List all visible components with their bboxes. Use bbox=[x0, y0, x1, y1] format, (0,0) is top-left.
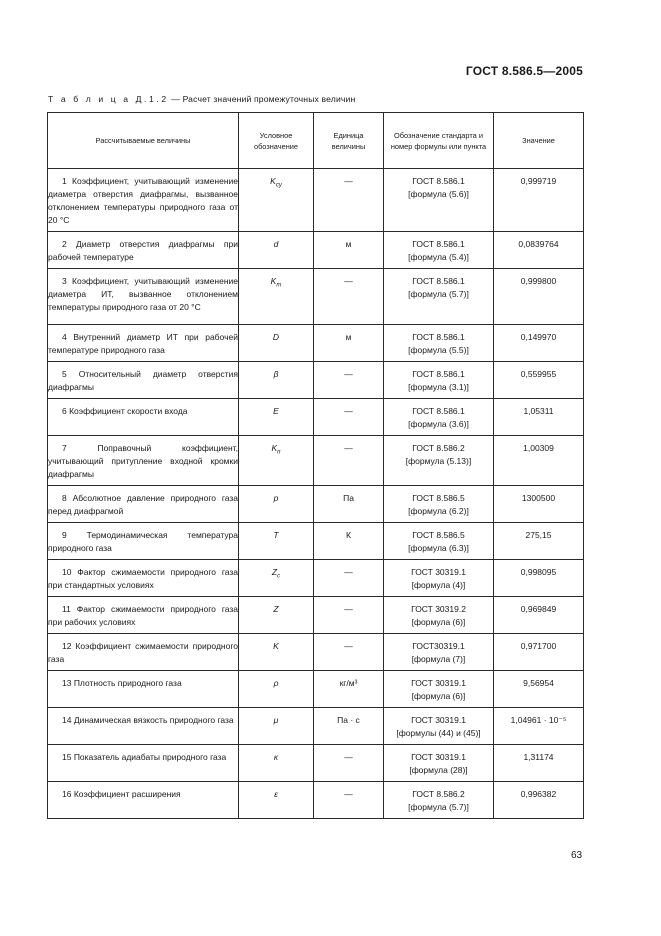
table-row bbox=[48, 708, 584, 745]
table-row bbox=[48, 560, 584, 597]
quantity-name: 1 Коэффициент, учитывающий изменение диаметра отверстия диафрагмы, вызванное отклонением температуры природного газа от 20 °С bbox=[48, 169, 239, 232]
quantity-name: 2 Диаметр отверстия диафрагмы при рабочей температуре bbox=[48, 232, 239, 269]
table-row bbox=[48, 436, 584, 486]
table-row bbox=[48, 169, 584, 232]
quantity-value: 0,996382 bbox=[494, 782, 584, 819]
reference-standard: ГОСТ 8.586.1 bbox=[412, 406, 465, 416]
symbol-main: K bbox=[271, 443, 278, 453]
quantity-name: 9 Термодинамическая температура природного газа bbox=[48, 523, 239, 560]
calculation-table bbox=[47, 112, 584, 819]
table-row bbox=[48, 362, 584, 399]
quantity-value: 1,05311 bbox=[494, 399, 584, 436]
quantity-symbol bbox=[239, 169, 314, 232]
quantity-name: 12 Коэффициент сжимаемости природного газа bbox=[48, 634, 239, 671]
table-caption bbox=[48, 94, 355, 104]
symbol-main: K bbox=[273, 641, 279, 651]
quantity-unit: — bbox=[314, 362, 384, 399]
quantity-name: 7 Поправочный коэффициент, учитывающий притупление входной кромки диафрагмы bbox=[48, 436, 239, 486]
reference-formula: [формула (6)] bbox=[411, 691, 466, 701]
table-row bbox=[48, 597, 584, 634]
quantity-value: 0,971700 bbox=[494, 634, 584, 671]
reference-standard: ГОСТ 8.586.1 bbox=[412, 276, 465, 286]
reference-standard: ГОСТ 30319.1 bbox=[411, 752, 466, 762]
quantity-unit: Па · с bbox=[314, 708, 384, 745]
reference-standard: ГОСТ 30319.2 bbox=[411, 604, 466, 614]
quantity-symbol bbox=[239, 325, 314, 362]
quantity-name: 8 Абсолютное давление природного газа перед диафрагмой bbox=[48, 486, 239, 523]
standard-reference bbox=[384, 782, 494, 819]
quantity-unit: Па bbox=[314, 486, 384, 523]
page-number: 63 bbox=[571, 850, 583, 861]
symbol-main: β bbox=[273, 369, 279, 379]
quantity-symbol bbox=[239, 486, 314, 523]
table-row bbox=[48, 269, 584, 325]
reference-formula: [формула (5.7)] bbox=[408, 289, 469, 299]
col-header-value: Значение bbox=[494, 113, 584, 169]
reference-standard: ГОСТ 8.586.5 bbox=[412, 493, 465, 503]
reference-standard: ГОСТ 8.586.1 bbox=[412, 176, 465, 186]
standard-reference bbox=[384, 325, 494, 362]
standard-reference bbox=[384, 671, 494, 708]
quantity-value: 9,56954 bbox=[494, 671, 584, 708]
quantity-unit: — bbox=[314, 169, 384, 232]
quantity-value: 0,559955 bbox=[494, 362, 584, 399]
table-body bbox=[48, 169, 584, 819]
quantity-name: 15 Показатель адиабаты природного газа bbox=[48, 745, 239, 782]
symbol-main: K bbox=[270, 276, 277, 286]
standard-reference bbox=[384, 362, 494, 399]
quantity-value: 1,04961 · 10⁻⁵ bbox=[494, 708, 584, 745]
table-row bbox=[48, 671, 584, 708]
standard-reference bbox=[384, 597, 494, 634]
table-row bbox=[48, 399, 584, 436]
reference-formula: [формула (5.7)] bbox=[408, 802, 469, 812]
quantity-name: 3 Коэффициент, учитывающий изменение диаметра ИТ, вызванное отклонением температуры природного газа от 20 °С bbox=[48, 269, 239, 325]
quantity-name: 16 Коэффициент расширения bbox=[48, 782, 239, 819]
quantity-symbol bbox=[239, 597, 314, 634]
table-row bbox=[48, 745, 584, 782]
col-header-quantity: Рассчитываемые величины bbox=[48, 113, 239, 169]
reference-standard: ГОСТ 8.586.1 bbox=[412, 332, 465, 342]
caption-text: — Расчет значений промежуточных величин bbox=[168, 94, 356, 104]
quantity-value: 0,0839764 bbox=[494, 232, 584, 269]
col-header-symbol: Условное обозначение bbox=[239, 113, 314, 169]
quantity-value: 0,998095 bbox=[494, 560, 584, 597]
quantity-symbol bbox=[239, 399, 314, 436]
table-row bbox=[48, 523, 584, 560]
col-header-unit: Единица величины bbox=[314, 113, 384, 169]
quantity-value: 0,999800 bbox=[494, 269, 584, 325]
reference-formula: [формулы (44) и (45)] bbox=[396, 728, 481, 738]
symbol-main: Z bbox=[273, 604, 279, 614]
standard-header: ГОСТ 8.586.5—2005 bbox=[465, 64, 583, 78]
reference-formula: [формула (28)] bbox=[409, 765, 468, 775]
quantity-symbol bbox=[239, 232, 314, 269]
quantity-value: 1,31174 bbox=[494, 745, 584, 782]
symbol-main: D bbox=[272, 332, 280, 342]
quantity-name: 6 Коэффициент скорости входа bbox=[48, 399, 239, 436]
quantity-unit: кг/м³ bbox=[314, 671, 384, 708]
standard-reference bbox=[384, 745, 494, 782]
reference-standard: ГОСТ 8.586.5 bbox=[412, 530, 465, 540]
reference-standard: ГОСТ 30319.1 bbox=[411, 715, 466, 725]
symbol-main: κ bbox=[273, 752, 279, 762]
quantity-symbol bbox=[239, 560, 314, 597]
standard-reference bbox=[384, 486, 494, 523]
symbol-main: E bbox=[273, 406, 279, 416]
table-header-row bbox=[48, 113, 584, 169]
quantity-value: 0,149970 bbox=[494, 325, 584, 362]
standard-reference bbox=[384, 523, 494, 560]
standard-reference bbox=[384, 560, 494, 597]
reference-standard: ГОСТ 8.586.1 bbox=[412, 239, 465, 249]
reference-formula: [формула (3.6)] bbox=[408, 419, 469, 429]
standard-reference bbox=[384, 269, 494, 325]
reference-formula: [формула (5.13)] bbox=[405, 456, 472, 466]
symbol-main: ρ bbox=[273, 678, 279, 688]
quantity-name: 5 Относительный диаметр отверстия диафрагмы bbox=[48, 362, 239, 399]
standard-reference bbox=[384, 436, 494, 486]
quantity-unit: — bbox=[314, 634, 384, 671]
standard-reference bbox=[384, 169, 494, 232]
reference-standard: ГОСТ 30319.1 bbox=[411, 567, 466, 577]
symbol-main: K bbox=[270, 176, 276, 186]
symbol-subscript: cy bbox=[275, 182, 282, 189]
reference-formula: [формула (6)] bbox=[411, 617, 466, 627]
quantity-value: 0,969849 bbox=[494, 597, 584, 634]
reference-formula: [формула (6.2)] bbox=[408, 506, 469, 516]
quantity-unit: — bbox=[314, 597, 384, 634]
symbol-subscript: c bbox=[277, 573, 281, 580]
quantity-unit: — bbox=[314, 269, 384, 325]
col-header-reference: Обозначение стандарта и номер формулы или пункта bbox=[384, 113, 494, 169]
reference-standard: ГОСТ 8.586.2 bbox=[412, 789, 465, 799]
quantity-value: 1300500 bbox=[494, 486, 584, 523]
table-row bbox=[48, 325, 584, 362]
quantity-name: 4 Внутренний диаметр ИТ при рабочей температуре природного газа bbox=[48, 325, 239, 362]
symbol-main: d bbox=[273, 239, 279, 249]
symbol-main: μ bbox=[273, 715, 279, 725]
quantity-unit: — bbox=[314, 560, 384, 597]
quantity-name: 11 Фактор сжимаемости природного газа при рабочих условиях bbox=[48, 597, 239, 634]
quantity-symbol bbox=[239, 523, 314, 560]
quantity-unit: — bbox=[314, 745, 384, 782]
reference-formula: [формула (5.4)] bbox=[408, 252, 469, 262]
symbol-subscript: п bbox=[277, 449, 281, 456]
quantity-value: 275,15 bbox=[494, 523, 584, 560]
reference-standard: ГОСТ 30319.1 bbox=[411, 678, 466, 688]
table-row bbox=[48, 782, 584, 819]
quantity-symbol bbox=[239, 436, 314, 486]
table-row bbox=[48, 232, 584, 269]
reference-formula: [формула (5.6)] bbox=[408, 189, 469, 199]
standard-reference bbox=[384, 708, 494, 745]
reference-standard: ГОСТ30319.1 bbox=[412, 641, 465, 651]
quantity-unit: — bbox=[314, 782, 384, 819]
reference-formula: [формула (3.1)] bbox=[408, 382, 469, 392]
caption-label: Т а б л и ц а Д.1.2 bbox=[48, 94, 169, 104]
symbol-main: ε bbox=[274, 789, 278, 799]
quantity-symbol bbox=[239, 362, 314, 399]
quantity-name: 10 Фактор сжимаемости природного газа при стандартных условиях bbox=[48, 560, 239, 597]
symbol-main: Z bbox=[271, 567, 278, 577]
symbol-main: p bbox=[273, 493, 279, 503]
quantity-symbol bbox=[239, 745, 314, 782]
standard-reference bbox=[384, 634, 494, 671]
quantity-symbol bbox=[239, 708, 314, 745]
quantity-value: 1,00309 bbox=[494, 436, 584, 486]
quantity-unit: — bbox=[314, 436, 384, 486]
reference-formula: [формула (5.5)] bbox=[408, 345, 469, 355]
quantity-symbol bbox=[239, 782, 314, 819]
table-row bbox=[48, 486, 584, 523]
table-row bbox=[48, 634, 584, 671]
reference-formula: [формула (4)] bbox=[411, 580, 466, 590]
quantity-unit: К bbox=[314, 523, 384, 560]
quantity-unit: м bbox=[314, 325, 384, 362]
quantity-value: 0,999719 bbox=[494, 169, 584, 232]
quantity-symbol bbox=[239, 269, 314, 325]
reference-standard: ГОСТ 8.586.1 bbox=[412, 369, 465, 379]
quantity-unit: — bbox=[314, 399, 384, 436]
symbol-subscript: т bbox=[276, 282, 282, 289]
reference-formula: [формула (7)] bbox=[411, 654, 466, 664]
quantity-symbol bbox=[239, 671, 314, 708]
standard-reference bbox=[384, 399, 494, 436]
quantity-symbol bbox=[239, 634, 314, 671]
quantity-name: 14 Динамическая вязкость природного газа bbox=[48, 708, 239, 745]
reference-formula: [формула (6.3)] bbox=[408, 543, 469, 553]
quantity-name: 13 Плотность природного газа bbox=[48, 671, 239, 708]
standard-reference bbox=[384, 232, 494, 269]
symbol-main: T bbox=[273, 530, 279, 540]
reference-standard: ГОСТ 8.586.2 bbox=[412, 443, 465, 453]
quantity-unit: м bbox=[314, 232, 384, 269]
